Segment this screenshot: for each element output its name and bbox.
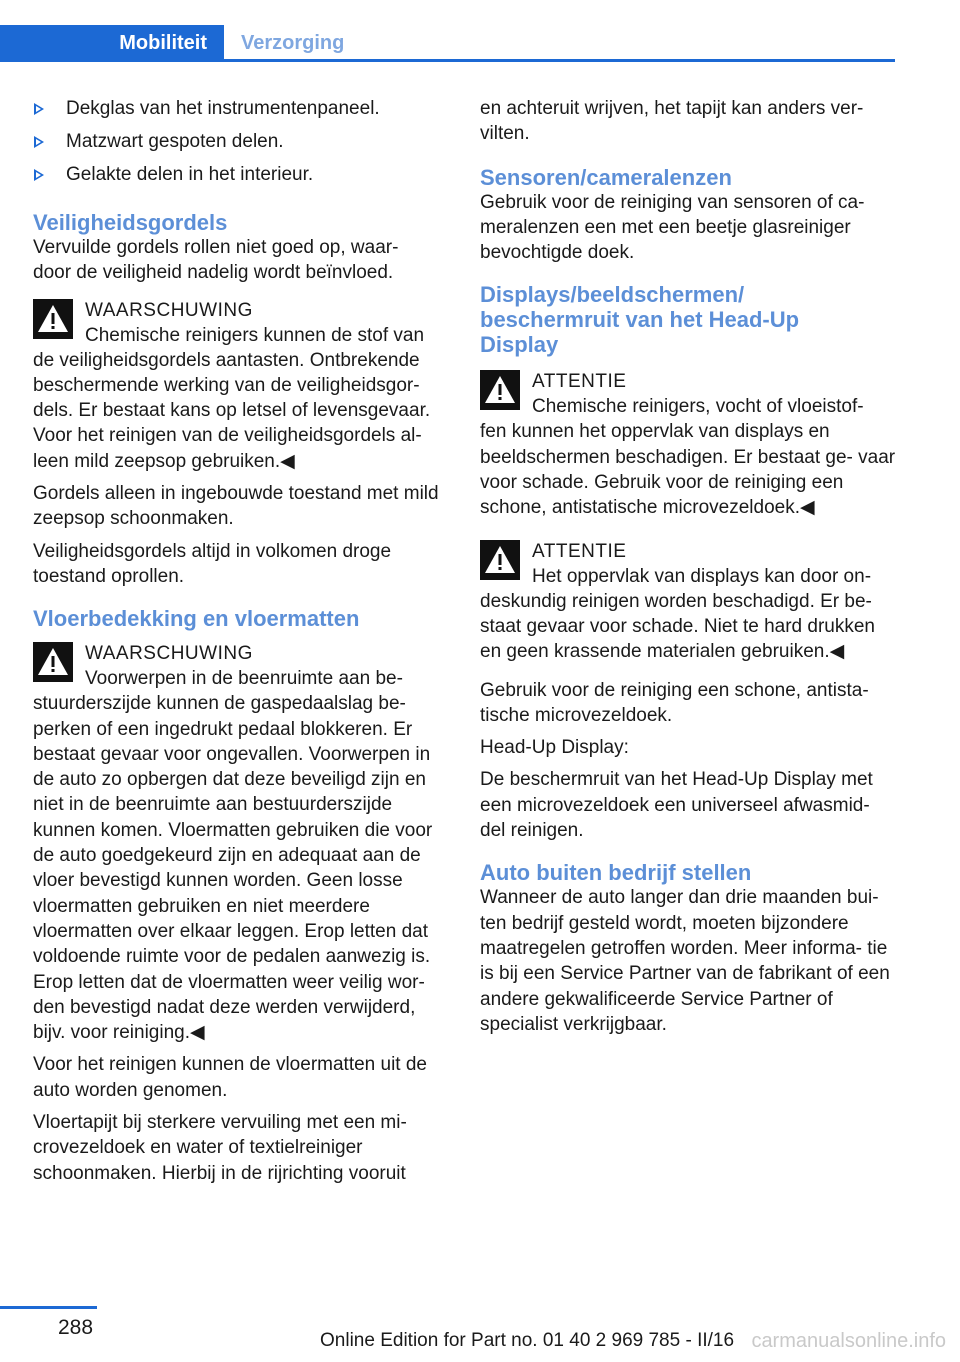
list-item: Gelakte delen in het interieur. <box>33 162 451 195</box>
footer-rule <box>0 1306 97 1309</box>
triangle-bullet-icon <box>34 169 44 181</box>
watermark: carmanualsonline.info <box>751 1330 946 1352</box>
triangle-bullet-icon <box>34 103 44 115</box>
belts-para-2: Veiligheidsgordels altijd in volkomen droge toestand oprollen. <box>33 540 392 587</box>
right-column <box>480 96 896 1044</box>
chapter-tabbar <box>0 0 895 62</box>
heading-buiten-bedrijf: Auto buiten bedrijf stellen <box>480 860 752 886</box>
warning-label: WAARSCHUWING <box>85 643 253 665</box>
warning-triangle-icon <box>480 540 520 580</box>
attention-displays-1 <box>480 369 896 520</box>
left-column <box>33 96 451 1193</box>
header-rule <box>0 59 895 62</box>
attention-label: ATTENTIE <box>532 371 627 393</box>
edition-note: Online Edition for Part no. 01 40 2 969 785 - II/16 <box>320 1330 735 1351</box>
warning-text: stuurderszijde kunnen de gaspedaalslag be‐ perken of een ingedrukt pedaal blokkeren. Er bestaat gevaar voor ongevallen. Voorwerpen in de auto zo opbergen dat deze beveiligd zijn en niet in de beenruimte aan bestuurderszijde kunnen komen. Vloermatten gebruiken die voor de auto goedgekeurd zijn en adequaat aan de vloer bevestigd kunnen worden. Geen losse vloermatten gebruiken en niet meerdere vloermatten over elkaar leggen. Erop letten dat voldoende ruimte voor de pedalen aanwezig is. Erop letten dat de vloermatten weer veilig wor‐ den bevestigd nadat deze werden verwijderd, bijv. voor reiniging.◀ <box>33 693 433 1044</box>
triangle-bullet-icon <box>34 136 44 148</box>
warning-mats <box>33 641 451 1045</box>
heading-vloerbedekking: Vloerbedekking en vloermatten <box>33 606 360 632</box>
heading-displays: Displays/beeldschermen/ beschermruit van het Head-Up Display <box>480 282 800 358</box>
storage-text: Wanneer de auto langer dan drie maanden bui‐ ten bedrijf gesteld wordt, moeten bijzondere maatregelen getroffen worden. Meer informa‐ tie is bij een Service Partner van de fabrikant of een andere gekwalificeerde Service Partner of specialist verkrijgbaar. <box>480 887 890 1035</box>
warning-triangle-icon <box>33 299 73 339</box>
sensors-text: Gebruik voor de reiniging van sensoren of ca‐ meralenzen een met een beetje glasreiniger bevochtigde doek. <box>480 191 865 264</box>
mats-para-1: Voor het reinigen kunnen de vloermatten uit de auto worden genomen. <box>33 1054 427 1101</box>
warning-text: de veiligheidsgordels aantasten. Ontbrekende beschermende werking van de veiligheidsgor‐ dels. Er bestaat kans op letsel of levensgevaar. Voor het reinigen van de veiligheidsgordels al‐ leen mild zeepsop gebruiken.◀ <box>33 349 431 472</box>
list-item: Dekglas van het instrumentenpaneel. <box>33 96 451 129</box>
continued-text: en achteruit wrijven, het tapijt kan anders ver‐ vilten. <box>480 98 864 145</box>
warning-label: WAARSCHUWING <box>85 299 253 321</box>
warning-triangle-icon <box>480 370 520 410</box>
belts-para-1: Gordels alleen in ingebouwde toestand met mild zeepsop schoonmaken. <box>33 483 439 530</box>
warning-text-first: Voorwerpen in de beenruimte aan be‐ <box>85 668 403 690</box>
tab-mobiliteit[interactable]: Mobiliteit <box>0 25 224 61</box>
attention-displays-2 <box>480 539 896 665</box>
page-number: 288 <box>58 1316 94 1339</box>
mats-para-2: Vloertapijt bij sterkere vervuiling met een mi‐ crovezeldoek en water of textielreiniger schoonmaken. Hierbij in de rijrichting vooruit <box>33 1112 407 1184</box>
displays-para-2: Head-Up Display: <box>480 737 629 759</box>
displays-para-3: De beschermruit van het Head-Up Display met een microvezeldoek een universeel afwasmid‐ del reinigen. <box>480 769 873 842</box>
attention-text: deskundig reinigen worden beschadigd. Er be‐ staat gevaar voor schade. Niet te hard drukken en geen krassende materialen gebruiken.◀ <box>480 590 876 663</box>
warning-text-first: Chemische reinigers kunnen de stof van <box>85 324 425 346</box>
heading-veiligheidsgordels: Veiligheidsgordels <box>33 210 228 235</box>
bullet-list <box>33 96 451 195</box>
warning-belts <box>33 298 451 474</box>
belts-intro: Vervuilde gordels rollen niet goed op, waar‐ door de veiligheid nadelig wordt beïnvloed. <box>33 237 399 284</box>
displays-para-1: Gebruik voor de reiniging een schone, antista‐ tische microvezeldoek. <box>480 679 869 726</box>
attention-text: fen kunnen het oppervlak van displays en beeldschermen beschadigen. Er bestaat ge‐ vaar voor schade. Gebruik voor de reiniging een schone, antistatische microvezeldoek.◀ <box>480 421 896 519</box>
attention-label: ATTENTIE <box>532 540 627 562</box>
attention-text-first: Het oppervlak van displays kan door on‐ <box>532 565 872 587</box>
warning-triangle-icon <box>33 642 73 682</box>
tab-verzorging[interactable]: Verzorging <box>241 31 345 54</box>
attention-text-first: Chemische reinigers, vocht of vloeistof‐ <box>532 396 864 418</box>
heading-sensoren: Sensoren/cameralenzen <box>480 164 732 190</box>
list-item: Matzwart gespoten delen. <box>33 129 451 162</box>
